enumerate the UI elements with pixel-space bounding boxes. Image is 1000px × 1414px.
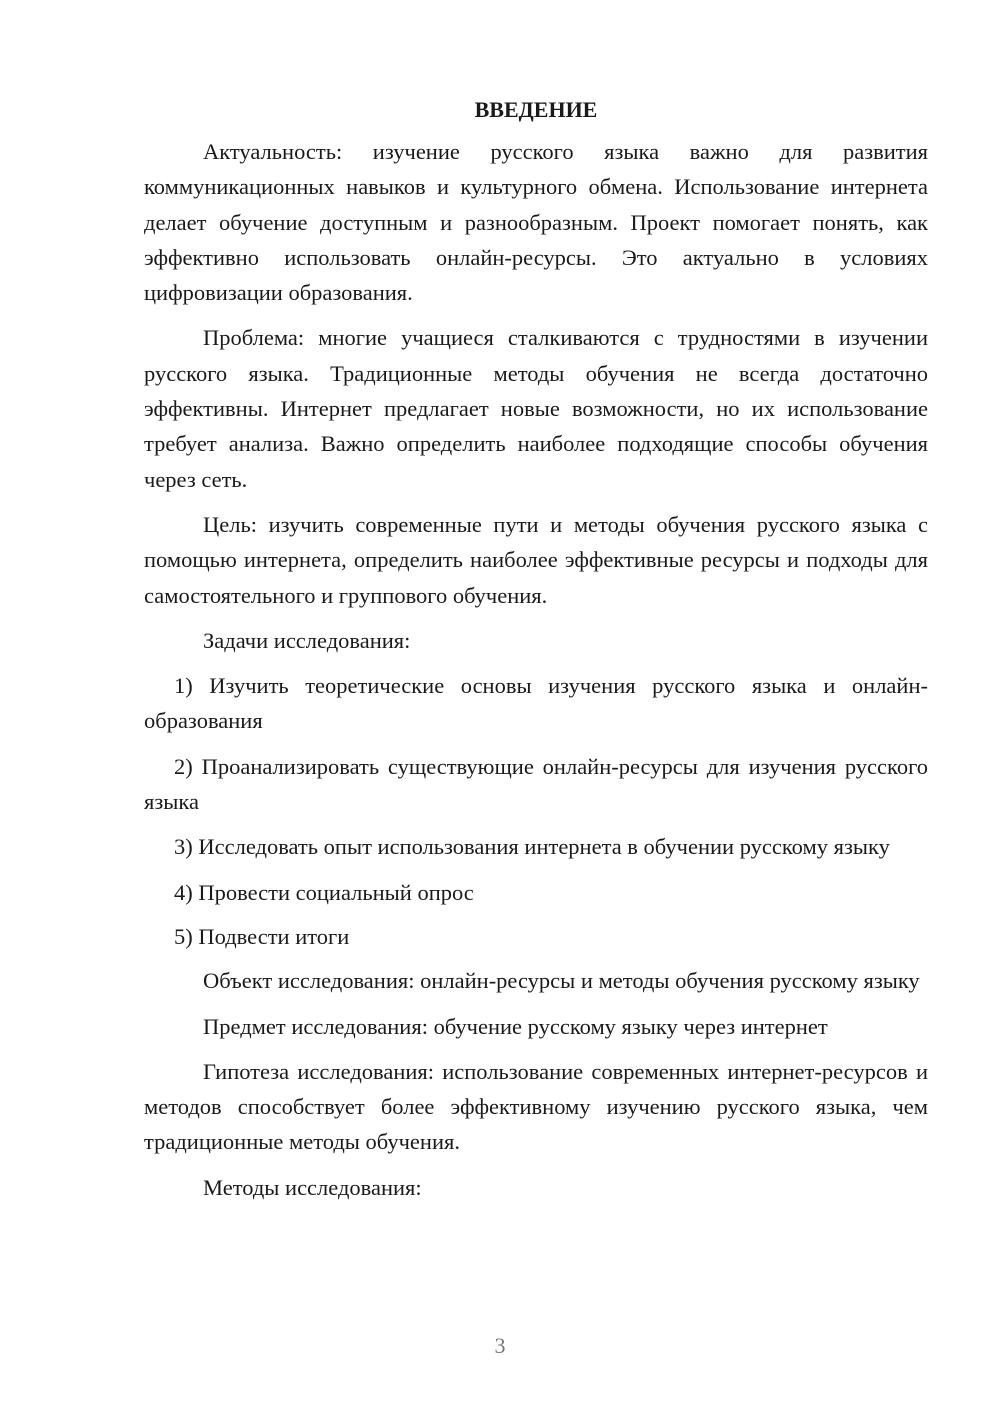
tasks-heading: Задачи исследования: [203,627,411,653]
paragraph-goal: Цель: изучить современные пути и методы обучения русского языка с помощью интернета, определить наиболее эффективные ресурсы и подходы для самостоятельного и группового обучения. [144,511,928,608]
paragraph-object: Объект исследования: онлайн-ресурсы и методы обучения русскому языку [203,968,920,994]
tasks-list [144,668,928,954]
page-number: 3 [494,1333,506,1358]
list-item: 2) Проанализировать существующие онлайн-ресурсы для изучения русского языка [144,753,928,815]
document-body [144,92,928,1215]
paragraph-hypothesis: Гипотеза исследования: использование современных интернет-ресурсов и методов способствует более эффективному изучению русского языка, чем традиционные методы обучения. [144,1058,928,1155]
paragraph-relevance: Актуальность: изучение русского языка важно для развития коммуникационных навыков и культурного обмена. Использование интернета делает обучение доступным и разнообразным. Проект помогает понять, как эффективно использовать онлайн-ресурсы. Это актуально в условиях цифровизации образования. [144,139,928,306]
list-item: 4) Провести социальный опрос [174,879,474,905]
list-item: 5) Подвести итоги [174,923,350,949]
paragraph-problem: Проблема: многие учащиеся сталкиваются с трудностями в изучении русского языка. Традиционные методы обучения не всегда достаточно эффективны. Интернет предлагает новые возможности, но их использование требует анализа. Важно определить наиболее подходящие способы обучения через сеть. [144,325,928,492]
list-item: 3) Исследовать опыт использования интернета в обучении русскому языку [174,834,890,860]
page-title: ВВЕДЕНИЕ [474,97,598,122]
paragraph-methods: Методы исследования: [203,1174,422,1200]
list-item: 1) Изучить теоретические основы изучения русского языка и онлайн-образования [144,673,928,734]
paragraph-subject: Предмет исследования: обучение русскому языку через интернет [203,1013,828,1039]
